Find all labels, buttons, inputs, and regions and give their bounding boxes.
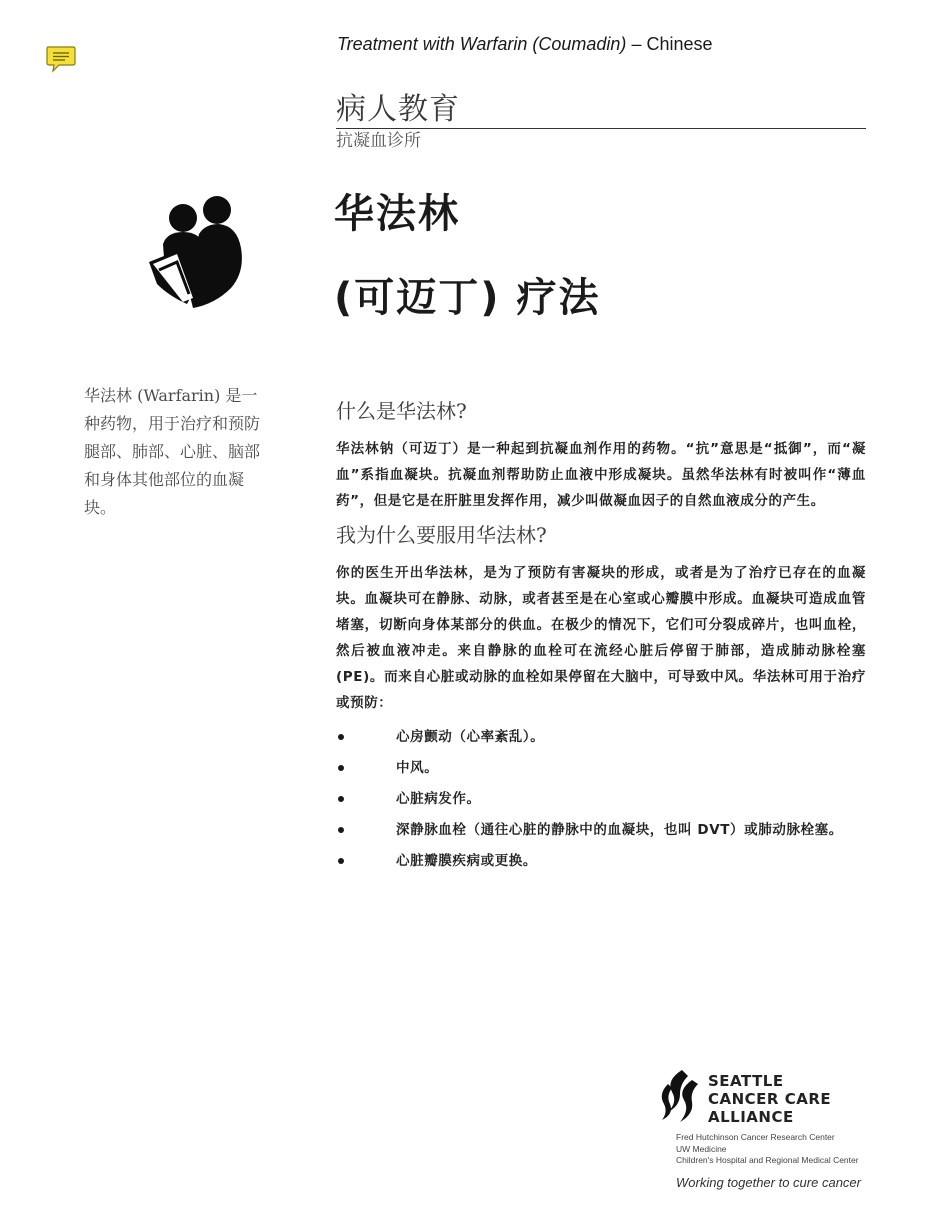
organization-name-line: CANCER CARE [708, 1090, 832, 1108]
section-body-what-is: 华法林钠（可迈丁）是一种起到抗凝血剂作用的药物。“抗”意思是“抵御”，而“凝血”系指血凝块。抗凝血剂帮助防止血液中形成凝块。虽然华法林有时被叫作“薄血药”，但是它是在肝脏里发挥作用，减少叫做凝血因子的自然血液成分的产生。 [336, 441, 866, 509]
section-body-why-take: 你的医生开出华法林，是为了预防有害凝块的形成，或者是为了治疗已存在的血凝块。血凝块可在静脉、动脉，或者甚至是在心室或心瓣膜中形成。血凝块可造成血管堵塞，切断向身体某部分的供血。在极少的情况下，它们可分裂成碎片，也叫血栓，然后被血液冲走。来自静脉的血栓可在流经心脏后停留于肺部，造成肺动脉栓塞 (PE)。而来自心脏或动脉的血栓如果停留在大脑中，可导致中风。华法林可用于治疗或预防： [336, 565, 866, 711]
header-language: Chinese [646, 34, 713, 54]
list-item [336, 786, 881, 812]
bullet-icon [338, 734, 344, 740]
section-heading-why-take: 我为什么要服用华法林? [336, 523, 547, 547]
affiliation: UW Medicine [676, 1143, 727, 1154]
section-label: 病人教育 [336, 92, 460, 127]
main-content [336, 396, 866, 879]
affiliations [676, 1132, 859, 1167]
list-item [336, 755, 881, 781]
list-item-text: 中风。 [396, 760, 439, 776]
bullet-icon [338, 858, 344, 864]
list-item [336, 724, 881, 750]
affiliation: Children's Hospital and Regional Medical Center [676, 1155, 859, 1165]
list-item-text: 心脏瓣膜疾病或更换。 [396, 853, 537, 869]
conditions-list [336, 724, 881, 874]
affiliation: Fred Hutchinson Cancer Research Center [676, 1132, 835, 1142]
organization-name [708, 1072, 831, 1126]
bullet-icon [338, 765, 344, 771]
patient-family-icon [143, 192, 245, 310]
bullet-icon [338, 796, 344, 802]
page-title-line2: (可迈丁) 疗法 [334, 275, 601, 321]
page-title-line1: 华法林 [334, 191, 460, 237]
sca-logo-icon [658, 1068, 700, 1126]
comment-note-icon[interactable] [45, 45, 77, 73]
list-item-text: 心脏病发作。 [396, 791, 481, 807]
document-header [337, 34, 713, 55]
header-title: Treatment with Warfarin (Coumadin) [337, 34, 627, 54]
organization-name-line: SEATTLE [708, 1072, 784, 1090]
organization-name-line: ALLIANCE [708, 1108, 794, 1126]
list-item [336, 817, 881, 843]
page-title [334, 172, 601, 340]
clinic-label: 抗凝血诊所 [336, 131, 421, 151]
header-separator: – [626, 34, 647, 54]
sidebar-summary: 华法林 (Warfarin) 是一种药物，用于治疗和预防腿部、肺部、心脏、脑部和身体其他部位的血凝块。 [84, 386, 261, 517]
tagline: Working together to cure cancer [676, 1175, 861, 1190]
list-item [336, 848, 881, 874]
bullet-icon [338, 827, 344, 833]
list-item-text: 心房颤动（心率紊乱）。 [396, 729, 545, 745]
list-item-text: 深静脉血栓（通往心脏的静脉中的血凝块，也叫 DVT）或肺动脉栓塞。 [396, 822, 843, 838]
section-heading-what-is: 什么是华法林? [336, 399, 467, 423]
